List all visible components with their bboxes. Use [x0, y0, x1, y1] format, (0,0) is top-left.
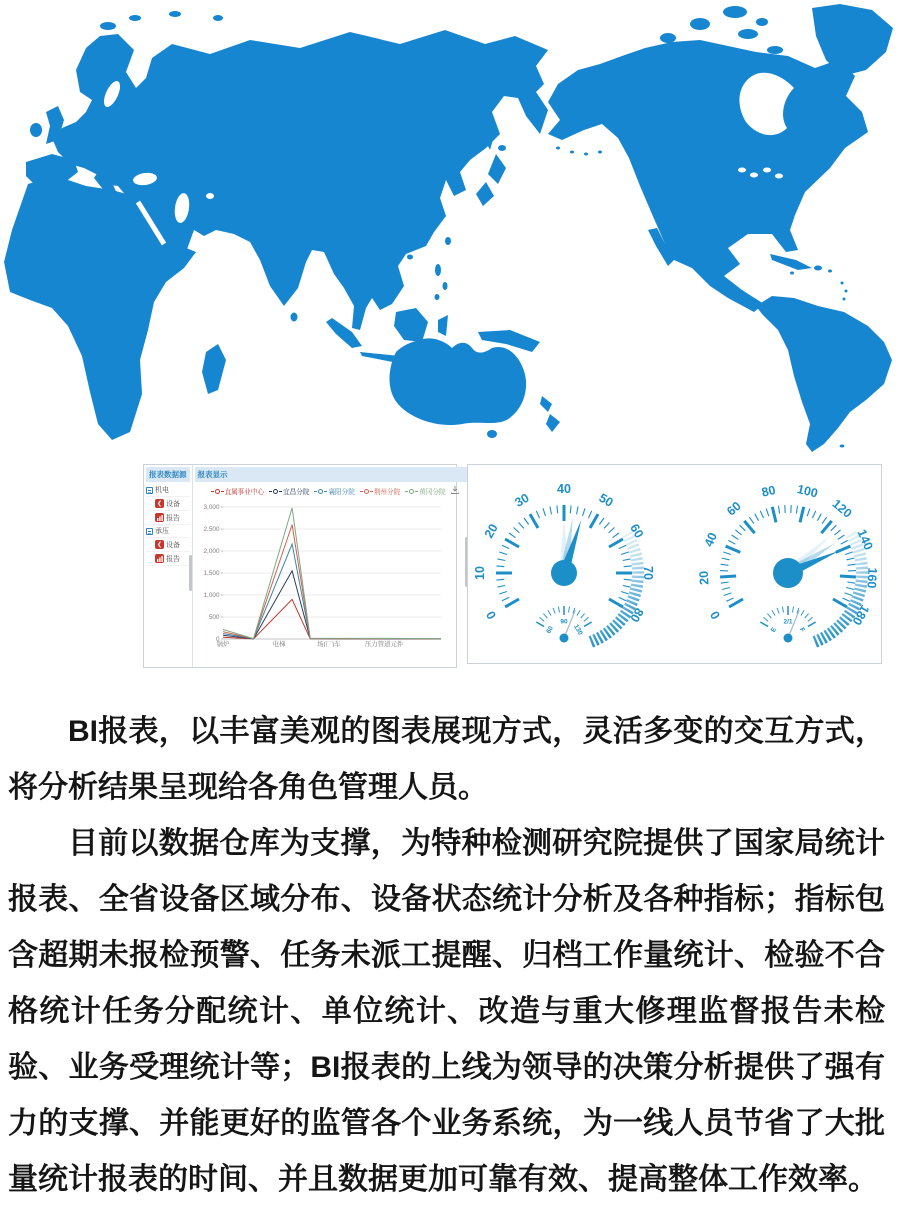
svg-text:90: 90 — [560, 618, 568, 626]
gauge-left — [473, 482, 655, 643]
paragraph-1: BI报表，以丰富美观的图表展现方式，灵活多变的交互方式，将分析结果呈现给各角色管理人员。 — [8, 715, 885, 804]
device-icon: ❮ — [156, 501, 163, 507]
legend-dash — [370, 491, 373, 492]
body-text — [8, 704, 885, 1208]
svg-text:80: 80 — [760, 482, 777, 500]
paragraph-2: 目前以数据仓库为支撑，为特种检测研究院提供了国家局统计报表、全省设备区域分布、设备状态统计分析及各种指标；指标包含超期未报检预警、任务未派工提醒、归档工作量统计、检验不合格统计任务分配统计、单位统计、改造与重大修理监督报告未检验、业务受理统计等；BI报表的上线为领导的决策分析提供了强有力的支撑、并能更好的监管各个业务系统，为一线人员节省了大批量统计报表的时间、并且数据更加可靠有效、提高整体工作效率。 — [8, 827, 885, 1196]
legend-dash — [279, 491, 282, 492]
svg-text:2,500: 2,500 — [203, 526, 219, 534]
report-datasource-sidebar — [144, 465, 193, 667]
tree-item-device[interactable]: ❮ 设备 — [146, 538, 190, 552]
legend-item[interactable]: 襄阳分院 — [314, 486, 354, 496]
gauge-charts-screenshot — [467, 464, 882, 664]
legend-item[interactable]: 荆州分院 — [360, 486, 400, 496]
gauge-svg — [468, 465, 881, 663]
world-map — [0, 0, 900, 458]
svg-text:20: 20 — [696, 570, 712, 586]
legend-circle-icon — [273, 489, 278, 494]
legend-item[interactable]: 宜昌分院 — [269, 486, 309, 496]
legend-dash — [269, 491, 272, 492]
download-icon[interactable] — [451, 486, 459, 496]
svg-text:0: 0 — [215, 636, 219, 644]
tree-item-device[interactable]: ❮ 设备 — [146, 497, 190, 511]
legend-dash — [211, 491, 214, 492]
svg-text:140: 140 — [854, 527, 876, 553]
gauge-right — [697, 482, 880, 642]
svg-text:180: 180 — [849, 602, 872, 628]
svg-text:场(厂)车: 场(厂)车 — [316, 641, 341, 647]
folder-icon — [146, 528, 153, 535]
folder-icon — [146, 487, 153, 494]
legend-circle-icon — [318, 489, 323, 494]
svg-text:3,000: 3,000 — [203, 504, 219, 512]
svg-text:130: 130 — [572, 623, 584, 637]
svg-text:70: 70 — [641, 566, 655, 580]
report-chart-icon — [155, 513, 164, 522]
svg-text:E: E — [769, 626, 779, 634]
device-icon: ❮ — [156, 542, 163, 548]
svg-text:锅炉: 锅炉 — [216, 641, 229, 647]
svg-text:压力管道元件: 压力管道元件 — [364, 641, 403, 647]
sidebar-header: 报表数据源 — [146, 467, 190, 482]
svg-text:120: 120 — [829, 496, 855, 521]
svg-text:2/1: 2/1 — [783, 618, 793, 626]
tree-group-chengya[interactable]: 承压 — [146, 525, 190, 538]
svg-text:60: 60 — [724, 498, 744, 519]
svg-text:40: 40 — [557, 482, 571, 496]
svg-text:60: 60 — [627, 521, 647, 541]
svg-text:1,000: 1,000 — [203, 592, 219, 600]
svg-text:30: 30 — [512, 490, 532, 510]
chart-legend — [211, 486, 469, 496]
legend-dash — [360, 491, 363, 492]
report-header: 报表显示 — [195, 467, 469, 482]
svg-text:50: 50 — [596, 490, 616, 510]
legend-dash — [324, 491, 327, 492]
svg-text:电梯: 电梯 — [272, 641, 285, 647]
line-chart — [195, 497, 447, 647]
svg-text:0: 0 — [483, 608, 500, 622]
svg-text:160: 160 — [864, 567, 880, 589]
svg-text:20: 20 — [481, 521, 501, 541]
svg-text:1,500: 1,500 — [203, 570, 219, 578]
tree-item-report[interactable]: 报告 — [146, 552, 190, 566]
svg-text:80: 80 — [627, 605, 647, 625]
legend-circle-icon — [215, 489, 220, 494]
svg-text:F: F — [797, 626, 806, 634]
legend-dash — [415, 491, 418, 492]
report-display-panel — [193, 465, 471, 667]
svg-text:0: 0 — [707, 608, 724, 622]
tree-item-report[interactable]: 报告 — [146, 511, 190, 525]
bi-report-screenshot — [143, 464, 457, 668]
tree-group-jidian[interactable]: 机电 — [146, 484, 190, 497]
svg-text:10: 10 — [473, 566, 487, 580]
legend-dash — [405, 491, 408, 492]
report-chart-icon — [155, 554, 164, 563]
legend-circle-icon — [364, 489, 369, 494]
legend-item[interactable]: 直属事业中心 — [211, 486, 265, 496]
svg-text:500: 500 — [208, 614, 219, 622]
legend-dash — [221, 491, 224, 492]
svg-text:2,000: 2,000 — [203, 548, 219, 556]
datasource-tree — [146, 484, 190, 566]
legend-circle-icon — [409, 489, 414, 494]
svg-text:40: 40 — [701, 530, 721, 549]
svg-text:60: 60 — [545, 625, 555, 635]
legend-dash — [314, 491, 317, 492]
sidebar-scrollbar[interactable] — [189, 555, 192, 591]
legend-item[interactable]: 黄冈分院 — [405, 486, 445, 496]
svg-text:100: 100 — [795, 482, 820, 501]
